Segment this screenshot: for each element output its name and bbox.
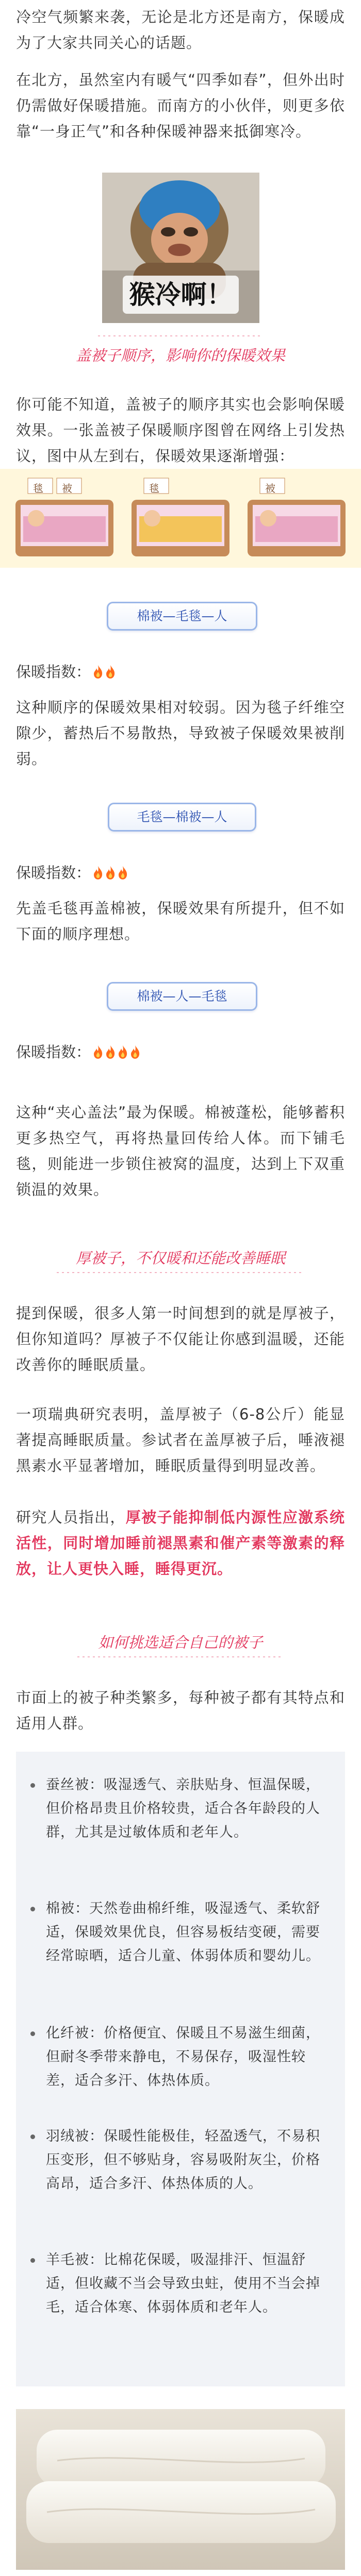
section1-paragraph-4: 这种“夹心盖法”最为保暖。棉被蓬松，能够蓄积更多热空气，再将热量回传给人体。而下铺毛毯，则能进一步锁住被窝的温度，达到上下双重锁温的效果。 — [16, 1104, 345, 1198]
section-heading-1 — [0, 344, 361, 367]
meme-caption: 猴冷啊！ — [129, 280, 233, 310]
bullet-synthetic-text: 化纤被：价格便宜、保暖且不易滋生细菌，但耐冬季带来静电，不易保存，吸湿性较差，适合多汗、体热体质。 — [46, 2025, 320, 2089]
flame-icon — [93, 665, 103, 679]
bullet-down — [31, 2125, 331, 2196]
section2-highlight: 厚被子能抑制低内源性应激系统活性，同时增加睡前褪黑素和催产素等激素的释放，让人更快入睡，睡得更沉。 — [16, 1509, 345, 1578]
monkey-meme-image — [102, 173, 259, 323]
rating-2-label: 保暖指数： — [16, 864, 91, 882]
rating-1-label: 保暖指数： — [16, 663, 91, 681]
order-1-pill: 棉被—毛毯—人 — [107, 602, 257, 631]
rating-2-flames — [91, 864, 128, 882]
section1-paragraph-1: 你可能不知道，盖被子的顺序其实也会影响保暖效果。一张盖被子保暖顺序图曾在网络上引发热议，图中从左到右，保暖效果逐渐增强： — [16, 396, 345, 465]
heading-underline-3 — [0, 1654, 361, 1660]
section-heading-3 — [0, 1631, 361, 1660]
bullet-silk-text: 蚕丝被：吸湿透气、亲肤贴身、恒温保暖，但价格昂贵且价格较贵，适合各年龄段的人群，尤其是过敏体质和老年人。 — [46, 1777, 320, 1840]
intro-paragraph-2: 在北方，虽然室内有暖气“四季如春”，但外出时仍需做好保暖措施。而南方的小伙伴，则更多依靠“一身正气”和各种保暖神器来抵御寒冷。 — [16, 71, 345, 140]
bullet-wool — [31, 2248, 331, 2319]
rating-1-flames — [91, 663, 116, 681]
flame-icon — [93, 1045, 103, 1059]
section1-paragraph-2: 这种顺序的保暖效果相对较弱。因为毯子纤维空隙少，蓄热后不易散热，导致被子保暖效果被削弱。 — [16, 699, 345, 768]
section2-paragraph-3 — [16, 1504, 345, 1582]
section2-paragraph-3-prefix: 研究人员指出， — [16, 1509, 126, 1526]
flame-icon — [130, 1045, 140, 1059]
flame-icon — [118, 1045, 128, 1059]
illustration-label-quilt: 被 — [62, 482, 72, 495]
illustration-label-blanket: 毯 — [33, 482, 43, 495]
section-heading-1-text: 盖被子顺序，影响你的保暖效果 — [75, 347, 285, 364]
heading-decoration — [0, 333, 361, 339]
section-heading-2 — [0, 1247, 361, 1276]
order-2-pill: 毛毯—棉被—人 — [108, 803, 256, 832]
illustration-label-quilt-2: 被 — [265, 482, 275, 495]
flame-icon — [105, 665, 116, 679]
bullet-cotton-text: 棉被：天然卷曲棉纤维，吸湿透气、柔软舒适，保暖效果优良，但容易板结变硬，需要经常晾晒，适合儿童、体弱体质和婴幼儿。 — [46, 1901, 320, 1964]
bullet-dot — [30, 1907, 35, 1911]
quilt-photo — [16, 2409, 345, 2570]
illustration-label-blanket-2: 毯 — [149, 482, 159, 495]
bullet-dot — [30, 2031, 35, 2036]
flame-icon — [93, 866, 103, 880]
bullet-synthetic — [31, 2022, 331, 2093]
bullet-dot — [30, 2258, 35, 2263]
section2-paragraph-2: 一项瑞典研究表明，盖厚被子（6-8公斤）能显著提高睡眠质量。参试者在盖厚被子后，唾液褪黑素水平显著增加，睡眠质量得到明显改善。 — [16, 1405, 345, 1475]
section-heading-2-text: 厚被子，不仅暖和还能改善睡眠 — [75, 1249, 285, 1267]
rating-3-label: 保暖指数： — [16, 1043, 91, 1061]
section1-paragraph-3: 先盖毛毯再盖棉被，保暖效果有所提升，但不如下面的顺序理想。 — [16, 900, 345, 943]
bullet-cotton — [31, 1897, 331, 1968]
bullet-dot — [30, 2134, 35, 2139]
section-heading-3-text: 如何挑选适合自己的被子 — [98, 1634, 263, 1651]
intro-paragraph-1: 冷空气频繁来袭，无论是北方还是南方，保暖成为了大家共同关心的话题。 — [16, 8, 345, 52]
bullet-silk — [31, 1773, 331, 1844]
bullet-wool-text: 羊毛被：比棉花保暖，吸湿排汗、恒温舒适，但收藏不当会导致虫蛀，使用不当会掉毛，适合体寒、体弱体质和老年人。 — [46, 2252, 320, 2315]
rating-3-flames — [91, 1043, 140, 1061]
section3-paragraph-1: 市面上的被子种类繁多，每种被子都有其特点和适用人群。 — [16, 1689, 345, 1732]
blanket-order-illustration — [0, 469, 361, 568]
bullet-down-text: 羽绒被：保暖性能极佳，轻盈透气，不易积压变形，但不够贴身，容易吸附灰尘，价格高昂，适合多汗、体热体质的人。 — [46, 2128, 320, 2192]
section2-paragraph-1: 提到保暖，很多人第一时间想到的就是厚被子，但你知道吗？厚被子不仅能让你感到温暖，还能改善你的睡眠质量。 — [16, 1304, 345, 1374]
flame-icon — [105, 1045, 116, 1059]
flame-icon — [105, 866, 116, 880]
rating-2 — [16, 861, 128, 884]
rating-3 — [16, 1041, 140, 1063]
bullet-dot — [30, 1783, 35, 1788]
order-3-pill: 棉被—人—毛毯 — [107, 982, 257, 1011]
flame-icon — [118, 866, 128, 880]
quilt-types-box — [16, 1752, 345, 2386]
rating-1 — [16, 660, 116, 683]
heading-underline-2 — [0, 1269, 361, 1276]
